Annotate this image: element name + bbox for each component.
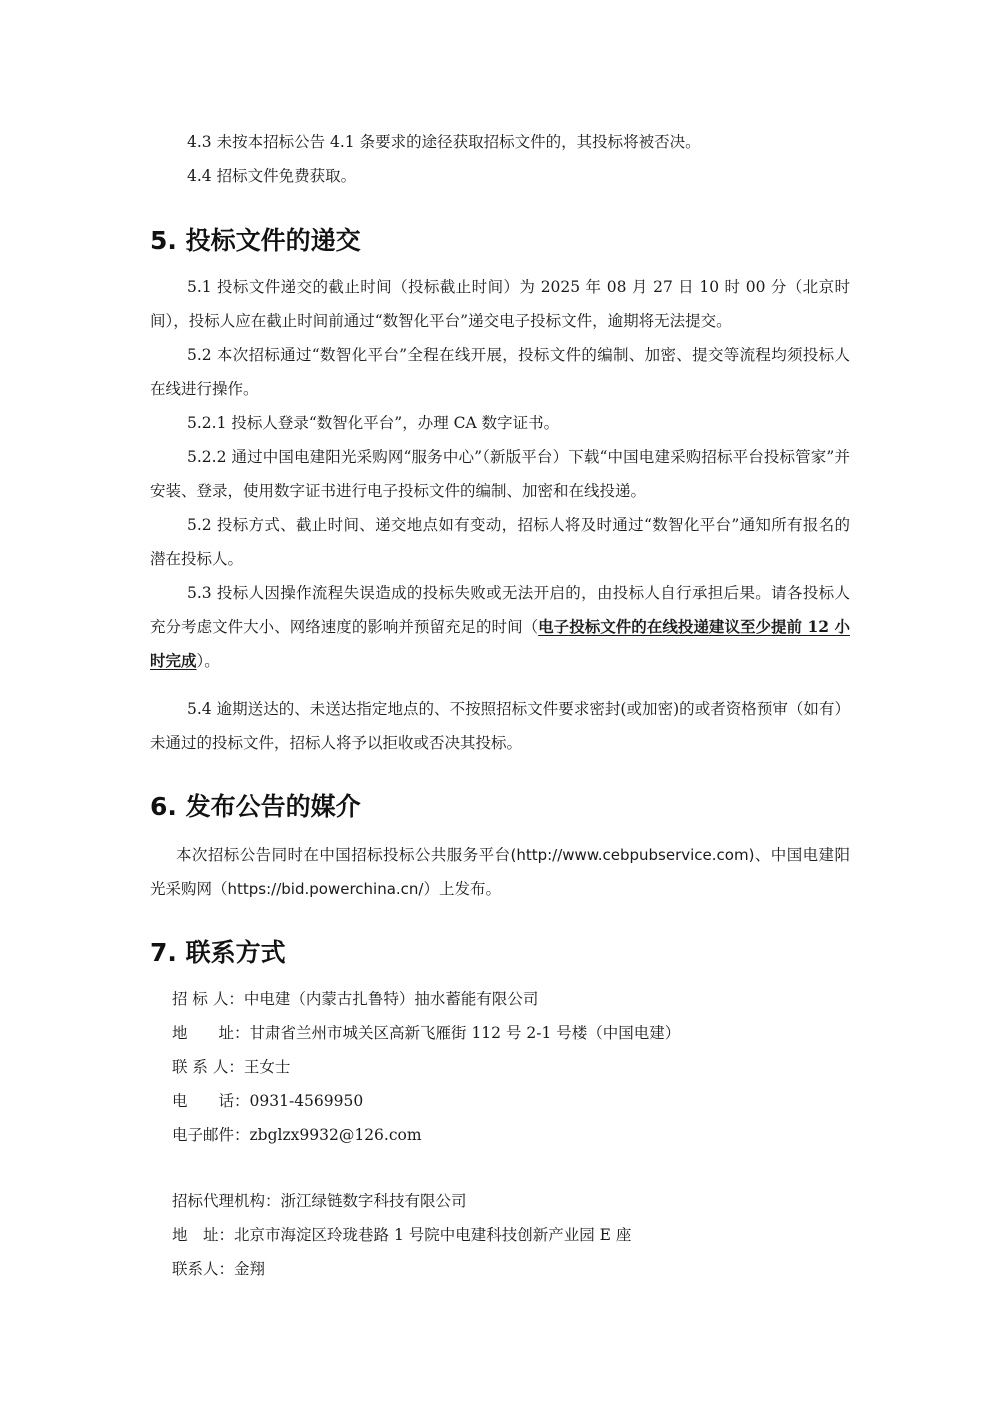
contact-address-value: 甘肃省兰州市城关区高新飞雁街 112 号 2-1 号楼（中国电建） [249,1024,681,1042]
clause-4-4: 4.4 招标文件免费获取。 [187,167,357,185]
agency-person [172,1252,265,1286]
contact-phone [172,1084,363,1118]
section-6-text-a: 本次招标公告同时在中国招标投标公共服务平台 [176,846,511,864]
section-5-heading: 5. 投标文件的递交 [150,226,361,255]
agency-value: 浙江绿链数字科技有限公司 [280,1192,467,1210]
clause-5-2-1: 5.2.1 投标人登录“数智化平台”，办理 CA 数字证书。 [187,414,560,432]
cebpubservice-link[interactable]: (http://www.cebpubservice.com) [510,846,755,864]
contact-email-value[interactable]: zbglzx9932@126.com [249,1126,422,1144]
clause-5-3-end: ）。 [196,652,220,670]
contact-tenderer-value: 中电建（内蒙古扎鲁特）抽水蓄能有限公司 [243,990,539,1008]
powerchina-link[interactable]: https://bid.powerchina.cn/ [227,880,424,898]
clause-5-3 [150,576,850,678]
clause-5-4: 5.4 逾期送达的、未送达指定地点的、不按照招标文件要求密封(或加密)的或者资格预审（如有）未通过的投标文件，招标人将予以拒收或否决其投标。 [150,700,850,752]
clause-5-2-b: 5.2 投标方式、截止时间、递交地点如有变动，招标人将及时通过“数智化平台”通知所有报名的潜在投标人。 [150,516,850,568]
contact-email [172,1118,422,1152]
clause-5-2-2: 5.2.2 通过中国电建阳光采购网“服务中心”（新版平台）下载“中国电建采购招标平台投标管家”并安装、登录，使用数字证书进行电子投标文件的编制、加密和在线投递。 [150,448,850,500]
contact-tenderer-label: 招 标 人： [172,990,244,1008]
section-6-heading: 6. 发布公告的媒介 [150,792,361,821]
clause-5-1: 5.1 投标文件递交的截止时间（投标截止时间）为 2025 年 08 月 27 日 10 时 00 分（北京时间），投标人应在截止时间前通过“数智化平台”递交电子投标文件，逾期将无法提交。 [150,278,850,330]
agency-person-value: 金翔 [234,1260,266,1278]
clause-5-3-text: 5.3 投标人因操作流程失误造成的投标失败或无法开启的，由投标人自行承担后果。请各投标人充分考虑文件大小、网络速度的影响并预留充足的时间（ [150,584,850,636]
contact-person-value: 王女士 [243,1058,291,1076]
clause-4-3: 4.3 未按本招标公告 4.1 条要求的途径获取招标文件的，其投标将被否决。 [187,133,701,151]
clause-5-3-emphasis: 电子投标文件的在线投递建议至少提前 12 小时完成 [150,617,850,670]
agency-label: 招标代理机构： [172,1192,281,1210]
clause-5-2: 5.2 本次招标通过“数智化平台”全程在线开展，投标文件的编制、加密、提交等流程均须投标人在线进行操作。 [150,346,850,398]
contact-phone-value: 0931-4569950 [249,1092,364,1110]
agency-address-label: 地 址： [172,1226,235,1244]
contact-address [172,1016,680,1050]
contact-person [172,1050,290,1084]
section-6-text [150,838,850,906]
section-6-text-c: ）上发布。 [423,880,502,898]
contact-phone-label: 电 话： [172,1092,250,1110]
agency [172,1184,467,1218]
contact-person-label: 联 系 人： [172,1058,244,1076]
agency-address-value: 北京市海淀区玲珑巷路 1 号院中电建科技创新产业园 E 座 [234,1226,632,1244]
contact-tenderer [172,982,538,1016]
section-7-heading: 7. 联系方式 [150,938,286,967]
agency-person-label: 联系人： [172,1260,235,1278]
section-6-text-b: 、中国电建阳光采购网（ [150,846,850,898]
contact-email-label: 电子邮件： [172,1126,250,1144]
agency-address [172,1218,631,1252]
contact-address-label: 地 址： [172,1024,250,1042]
